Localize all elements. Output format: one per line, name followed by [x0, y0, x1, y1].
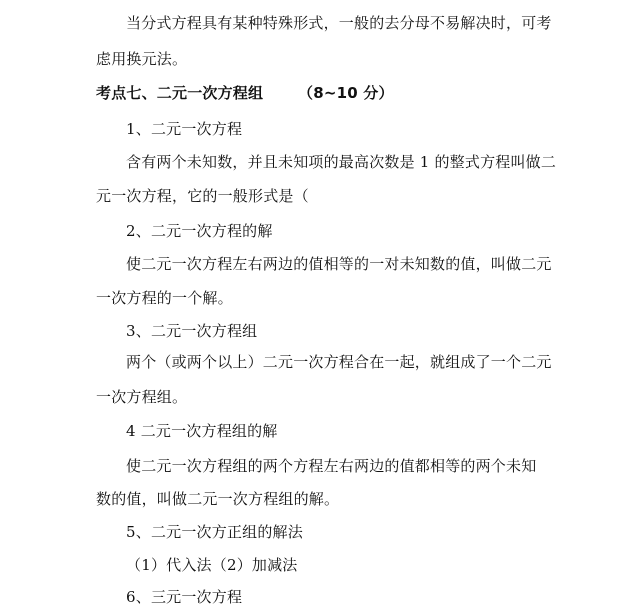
subsection-2-body-line-1: 使二元一次方程左右两边的值相等的一对未知数的值，叫做二元: [126, 255, 552, 273]
subsection-5-title: 5、二元一次方正组的解法: [126, 523, 303, 541]
subsection-3-body-line-1: 两个（或两个以上）二元一次方程合在一起，就组成了一个二元: [126, 353, 552, 371]
subsection-4-body-line-2: 数的值，叫做二元一次方程组的解。: [96, 490, 340, 508]
subsection-1-title: 1、二元一次方程: [126, 120, 243, 138]
section-heading-score: （8~10 分）: [298, 84, 394, 102]
subsection-5-body: （1）代入法（2）加减法: [126, 556, 298, 574]
subsection-4-title: 4 二元一次方程组的解: [126, 422, 278, 440]
subsection-6-title: 6、三元一次方程: [126, 588, 243, 606]
intro-line-1: 当分式方程具有某种特殊形式，一般的去分母不易解决时，可考: [126, 14, 552, 32]
section-heading: 考点七、二元一次方程组: [96, 84, 264, 102]
subsection-2-title: 2、二元一次方程的解: [126, 222, 273, 240]
subsection-3-title: 3、二元一次方程组: [126, 322, 258, 340]
subsection-2-body-line-2: 一次方程的一个解。: [96, 289, 233, 307]
subsection-1-body-line-1: 含有两个未知数，并且未知项的最高次数是 1 的整式方程叫做二: [126, 153, 557, 171]
subsection-3-body-line-2: 一次方程组。: [96, 388, 188, 406]
subsection-4-body-line-1: 使二元一次方程组的两个方程左右两边的值都相等的两个未知: [126, 457, 537, 475]
subsection-1-body-line-2: 元一次方程，它的一般形式是（: [96, 187, 309, 205]
intro-line-2: 虑用换元法。: [96, 50, 188, 68]
